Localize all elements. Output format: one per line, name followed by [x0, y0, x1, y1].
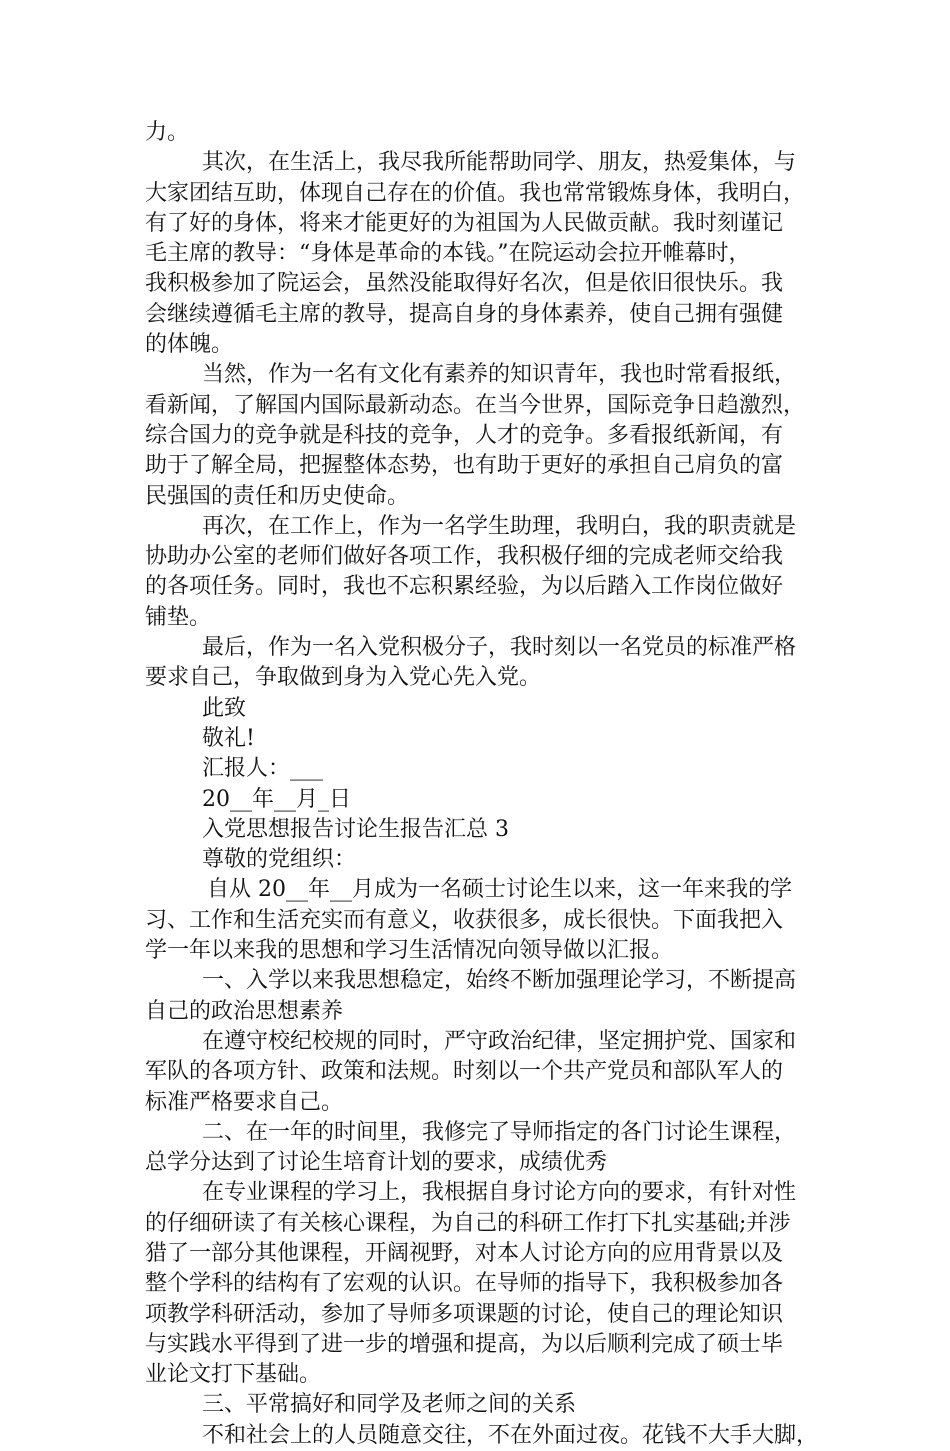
text-line: 当然，作为一名有文化有素养的知识青年，我也时常看报纸，	[202, 362, 797, 388]
text-line: 汇报人：___	[202, 756, 324, 782]
text-line: 不和社会上的人员随意交往，不在外面过夜。花钱不大手大脚，	[202, 1422, 819, 1448]
text-line: 习、工作和生活充实而有意义，收获很多，成长很快。下面我把入	[145, 907, 784, 933]
text-line: 在遵守校纪校规的同时，严守政治纪律，坚定拥护党、国家和	[202, 1028, 797, 1054]
text-line: 总学分达到了讨论生培育计划的要求，成绩优秀	[145, 1150, 608, 1176]
text-line: 的仔细研读了有关核心课程，为自己的科研工作打下扎实基础;并涉	[145, 1210, 791, 1236]
text-line: 在专业课程的学习上，我根据自身讨论方向的要求，有针对性	[202, 1180, 797, 1206]
text-line: 自己的政治思想素养	[145, 998, 344, 1024]
text-line: 会继续遵循毛主席的教导，提高自身的身体素养，使自己拥有强健	[145, 301, 784, 327]
text-line: 二、在一年的时间里，我修完了导师指定的各门讨论生课程，	[202, 1119, 797, 1145]
text-line: 看新闻，了解国内国际最新动态。在当今世界，国际竞争日趋激烈，	[145, 392, 806, 418]
text-line: 要求自己，争取做到身为入党心先入党。	[145, 665, 542, 691]
text-line: 我积极参加了院运会，虽然没能取得好名次，但是依旧很快乐。我	[145, 271, 784, 297]
text-line: 敬礼!	[202, 725, 255, 751]
text-line: 再次，在工作上，作为一名学生助理，我明白，我的职责就是	[202, 513, 797, 539]
text-line: 三、平常搞好和同学及老师之间的关系	[202, 1392, 577, 1418]
text-line: 标准严格要求自己。	[145, 1089, 344, 1115]
text-line: 整个学科的结构有了宏观的认识。在导师的指导下，我积极参加各	[145, 1271, 784, 1297]
text-line: 一、入学以来我思想稳定，始终不断加强理论学习，不断提高	[202, 968, 797, 994]
text-line: 学一年以来我的思想和学习生活情况向领导做以汇报。	[145, 938, 674, 964]
text-line: 的体魄。	[145, 332, 234, 358]
text-line: 综合国力的竞争就是科技的竞争，人才的竞争。多看报纸新闻，有	[145, 422, 784, 448]
text-line: 项教学科研活动，参加了导师多项课题的讨论，使自己的理论知识	[145, 1301, 784, 1327]
text-line: 业论文打下基础。	[145, 1362, 322, 1388]
text-line: 最后，作为一名入党积极分子，我时刻以一名党员的标准严格	[202, 635, 797, 661]
text-line: 其次，在生活上，我尽我所能帮助同学、朋友，热爱集体，与	[202, 150, 797, 176]
text-line: 大家团结互助，体现自己存在的价值。我也常常锻炼身体，我明白，	[145, 180, 806, 206]
text-line: 毛主席的教导：“身体是革命的本钱。”在院运动会拉开帷幕时，	[145, 241, 751, 267]
text-line: 自从 20__年__月成为一名硕士讨论生以来，这一年来我的学	[207, 877, 792, 903]
document-body	[145, 118, 825, 1451]
text-line: 民强国的责任和历史使命。	[145, 483, 410, 509]
text-line: 20__年__月_日	[202, 786, 351, 812]
text-line: 此致	[202, 695, 247, 721]
text-line: 军队的各项方针、政策和法规。时刻以一个共产党员和部队军人的	[145, 1059, 784, 1085]
text-line: 尊敬的党组织：	[202, 847, 357, 873]
text-line: 协助办公室的老师们做好各项工作，我积极仔细的完成老师交给我	[145, 544, 784, 570]
text-line: 铺垫。	[145, 604, 212, 630]
text-line: 助于了解全局，把握整体态势，也有助于更好的承担自己肩负的富	[145, 453, 784, 479]
text-line: 力。	[145, 120, 190, 145]
text-line: 与实践水平得到了进一步的增强和提高，为以后顺利完成了硕士毕	[145, 1331, 784, 1357]
text-line: 入党思想报告讨论生报告汇总 3	[202, 816, 509, 842]
text-line: 有了好的身体，将来才能更好的为祖国为人民做贡献。我时刻谨记	[145, 210, 784, 236]
text-line: 猎了一部分其他课程，开阔视野，对本人讨论方向的应用背景以及	[145, 1240, 784, 1266]
text-line: 的各项任务。同时，我也不忘积累经验，为以后踏入工作岗位做好	[145, 574, 784, 600]
